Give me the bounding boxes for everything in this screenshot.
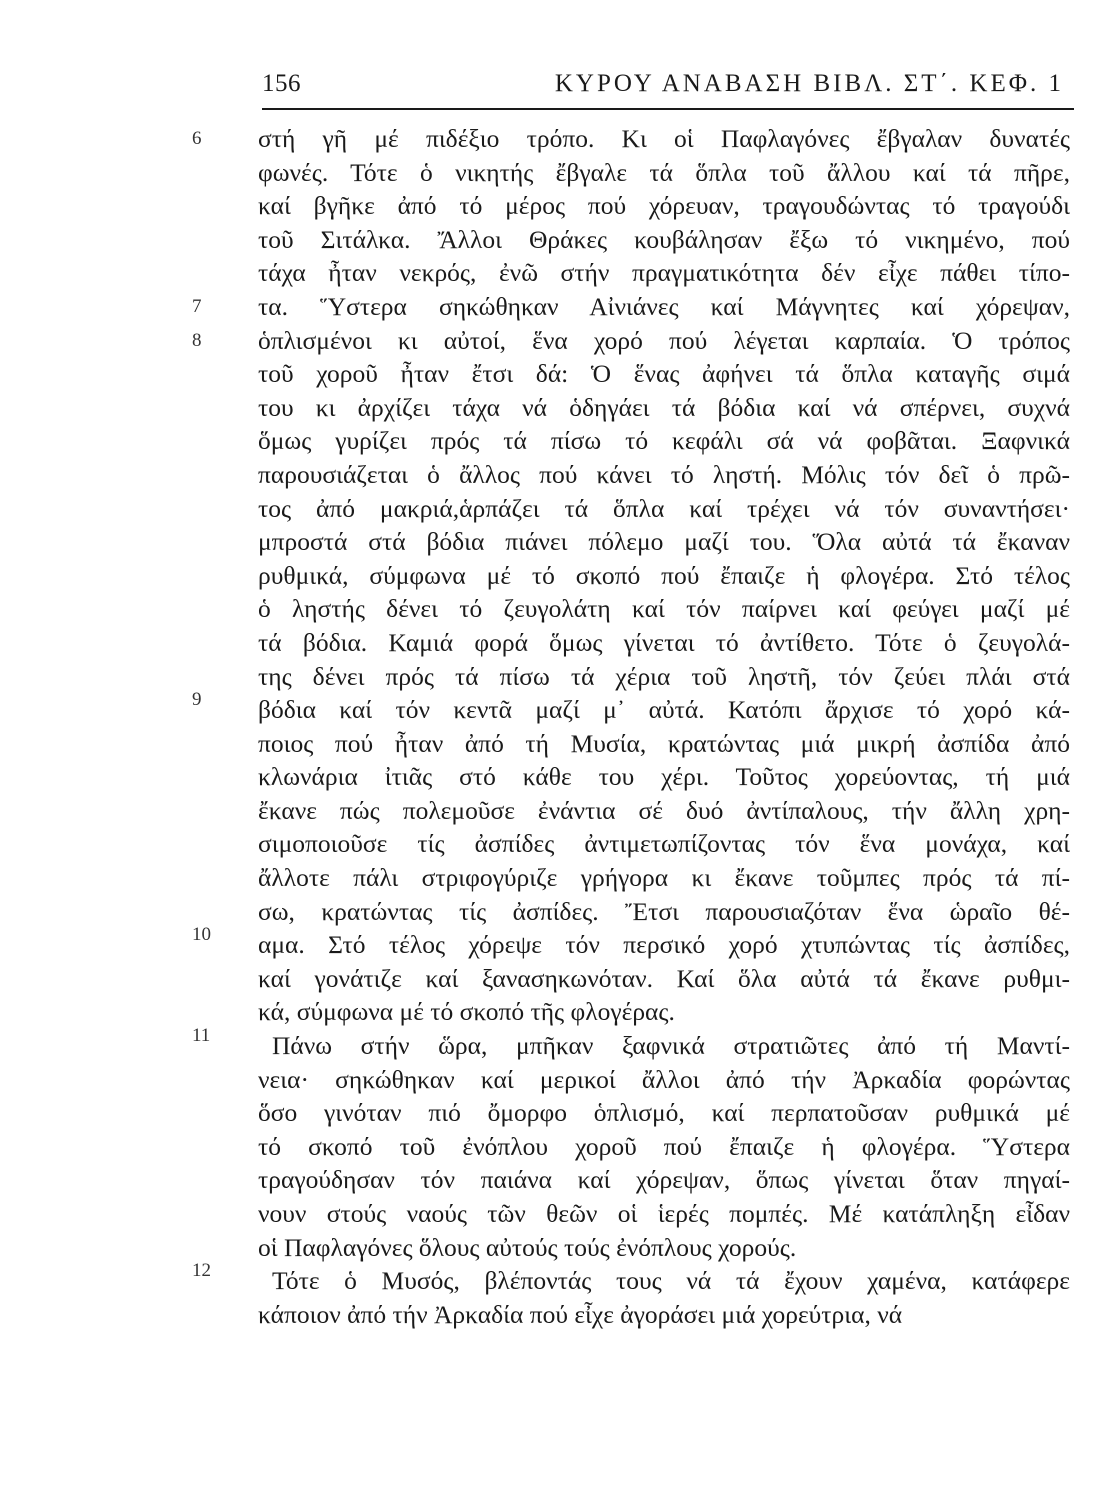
running-title: ΚΥΡΟΥ ΑΝΑΒΑΣΗ ΒΙΒΛ. ΣΤ΄. ΚΕΦ. 1 — [554, 70, 1064, 97]
line-text: τοῦ Σιτάλκα. Ἄλλοι Θράκες κουβάλησαν ἔξω τό νικημένο, πού — [258, 224, 1070, 254]
text-line — [258, 727, 1070, 761]
text-line — [258, 391, 1070, 425]
text-line — [258, 256, 1070, 290]
text-line — [192, 324, 1070, 358]
page-number: 156 — [262, 70, 301, 97]
text-line — [258, 794, 1070, 828]
body-text — [192, 122, 1070, 1331]
line-text: στή γῆ μέ πιδέξιο τρόπο. Κι οἱ Παφλαγόνες ἔβγαλαν δυνατές — [258, 124, 1070, 153]
text-line — [258, 895, 1070, 929]
text-line — [258, 592, 1070, 626]
line-text: καί γονάτιζε καί ξανασηκωνόταν. Καί ὅλα αὐτά τά ἔκανε ρυθμι- — [258, 963, 1070, 993]
line-text: αμα. Στό τέλος χόρεψε τόν περσικό χορό χτυπώντας τίς ἀσπίδες, — [258, 930, 1070, 960]
text-line — [258, 223, 1070, 257]
line-text: κάποιον ἀπό τήν Ἀρκαδία πού εἶχε ἀγοράσει μιά χορεύτρια, νά — [258, 1299, 903, 1329]
text-line — [192, 122, 1070, 156]
text-line — [192, 290, 1070, 324]
verse-number: 6 — [192, 128, 202, 149]
verse-number: 12 — [192, 1260, 211, 1282]
line-text: ὅσο γινόταν πιό ὄμορφο ὁπλισμό, καί περπατοῦσαν ρυθμικά μέ — [258, 1098, 1070, 1128]
text-line — [258, 1298, 1070, 1332]
line-text: σω, κρατώντας τίς ἀσπίδες. Ἔτσι παρουσιαζόταν ἕνα ὡραῖο θέ- — [258, 896, 1070, 926]
line-text: βόδια καί τόν κεντᾶ μαζί μ᾽ αὐτά. Κατόπι ἄρχισε τό χορό κά- — [258, 695, 1070, 725]
line-text: κά, σύμφωνα μέ τό σκοπό τῆς φλογέρας. — [258, 997, 675, 1027]
page-header — [262, 70, 1070, 108]
header-rule — [262, 108, 1074, 110]
text-line — [258, 424, 1070, 458]
text-line — [258, 189, 1070, 223]
line-text: τάχα ἦταν νεκρός, ἐνῶ στήν πραγματικότητα δέν εἶχε πάθει τίπο- — [258, 258, 1070, 288]
text-line — [192, 689, 1070, 727]
text-line — [258, 1096, 1070, 1130]
line-text: τραγούδησαν τόν παιάνα καί χόρεψαν, ὅπως γίνεται ὅταν πηγαί- — [258, 1165, 1070, 1195]
text-line — [258, 1231, 1070, 1265]
text-line — [258, 1197, 1070, 1231]
line-text: Πάνω στήν ὥρα, μπῆκαν ξαφνικά στρατιῶτες ἀπό τή Μαντί- — [272, 1031, 1070, 1061]
text-line — [258, 962, 1070, 996]
line-text: τα. Ὕστερα σηκώθηκαν Αἰνιάνες καί Μάγνητες καί χόρεψαν, — [258, 291, 1070, 321]
text-line — [258, 827, 1070, 861]
text-line — [258, 1063, 1070, 1097]
text-line — [258, 492, 1070, 526]
line-text: ἄλλοτε πάλι στριφογύριζε γρήγορα κι ἔκανε τοῦμπες πρός τά πί- — [258, 863, 1070, 893]
line-text: καί βγῆκε ἀπό τό μέρος πού χόρευαν, τραγουδώντας τό τραγούδι — [258, 191, 1070, 221]
text-line — [192, 1260, 1070, 1298]
verse-number: 11 — [192, 1025, 211, 1047]
line-text: τό σκοπό τοῦ ἐνόπλου χοροῦ πού ἔπαιζε ἡ φλογέρα. Ὕστερα — [258, 1131, 1070, 1161]
line-text: τος ἀπό μακριά,ἁρπάζει τά ὅπλα καί τρέχει νά τόν συναντήσει· — [258, 493, 1070, 523]
verse-number: 8 — [192, 329, 202, 351]
line-text: του κι ἀρχίζει τάχα νά ὁδηγάει τά βόδια καί νά σπέρνει, συχνά — [258, 392, 1070, 422]
text-line — [258, 995, 1070, 1029]
text-line — [258, 760, 1070, 794]
line-text: νουν στούς ναούς τῶν θεῶν οἱ ἱερές πομπές. Μέ κατάπληξη εἶδαν — [258, 1199, 1070, 1228]
text-line — [258, 458, 1070, 492]
text-line — [258, 861, 1070, 895]
line-text: ὁπλισμένοι κι αὐτοί, ἕνα χορό πού λέγεται καρπαία. Ὁ τρόπος — [258, 325, 1070, 355]
line-text: ὅμως γυρίζει πρός τά πίσω τό κεφάλι σά νά φοβᾶται. Ξαφνικά — [258, 426, 1070, 456]
text-line — [258, 660, 1070, 694]
text-line — [192, 924, 1070, 962]
line-text: κλωνάρια ἰτιᾶς στό κάθε του χέρι. Τοῦτος χορεύοντας, τή μιά — [258, 762, 1070, 792]
line-text: παρουσιάζεται ὁ ἄλλος πού κάνει τό ληστή. Μόλις τόν δεῖ ὁ πρῶ- — [258, 459, 1070, 489]
line-text: νεια· σηκώθηκαν καί μερικοί ἄλλοι ἀπό τήν Ἀρκαδία φορώντας — [258, 1064, 1070, 1094]
text-line — [258, 525, 1070, 559]
line-text: τοῦ χοροῦ ἦταν ἔτσι δά: Ὁ ἕνας ἀφήνει τά ὅπλα καταγῆς σιμά — [258, 359, 1070, 389]
text-line — [192, 1025, 1070, 1063]
text-line — [258, 357, 1070, 391]
verse-number: 9 — [192, 689, 202, 711]
line-text: Τότε ὁ Μυσός, βλέποντάς τους νά τά ἔχουν χαμένα, κατάφερε — [272, 1266, 1070, 1296]
text-line — [258, 626, 1070, 660]
verse-number: 10 — [192, 924, 211, 946]
text-line — [258, 559, 1070, 593]
line-text: ρυθμικά, σύμφωνα μέ τό σκοπό πού ἔπαιζε ἡ φλογέρα. Στό τέλος — [258, 560, 1070, 590]
line-text: οἱ Παφλαγόνες ὅλους αὐτούς τούς ἐνόπλους χορούς. — [258, 1232, 797, 1262]
line-text: φωνές. Τότε ὁ νικητής ἔβγαλε τά ὅπλα τοῦ ἄλλου καί τά πῆρε, — [258, 157, 1070, 187]
text-line — [258, 1130, 1070, 1164]
text-line — [258, 1163, 1070, 1197]
line-text: της δένει πρός τά πίσω τά χέρια τοῦ ληστῆ, τόν ζεύει πλάι στά — [258, 661, 1070, 691]
line-text: σιμοποιοῦσε τίς ἀσπίδες ἀντιμετωπίζοντας τόν ἕνα μονάχα, καί — [258, 829, 1070, 859]
line-text: ἔκανε πώς πολεμοῦσε ἐνάντια σέ δυό ἀντίπαλους, τήν ἄλλη χρη- — [258, 795, 1070, 825]
line-text: ποιος πού ἦταν ἀπό τή Μυσία, κρατώντας μιά μικρή ἀσπίδα ἀπό — [258, 728, 1070, 758]
line-text: τά βόδια. Καμιά φορά ὅμως γίνεται τό ἀντίθετο. Τότε ὁ ζευγολά- — [258, 627, 1070, 657]
verse-number: 7 — [192, 295, 202, 317]
text-line — [258, 156, 1070, 190]
line-text: μπροστά στά βόδια πιάνει πόλεμο μαζί του. Ὅλα αὐτά τά ἔκαναν — [258, 527, 1070, 557]
line-text: ὁ ληστής δένει τό ζευγολάτη καί τόν παίρνει καί φεύγει μαζί μέ — [258, 594, 1070, 624]
